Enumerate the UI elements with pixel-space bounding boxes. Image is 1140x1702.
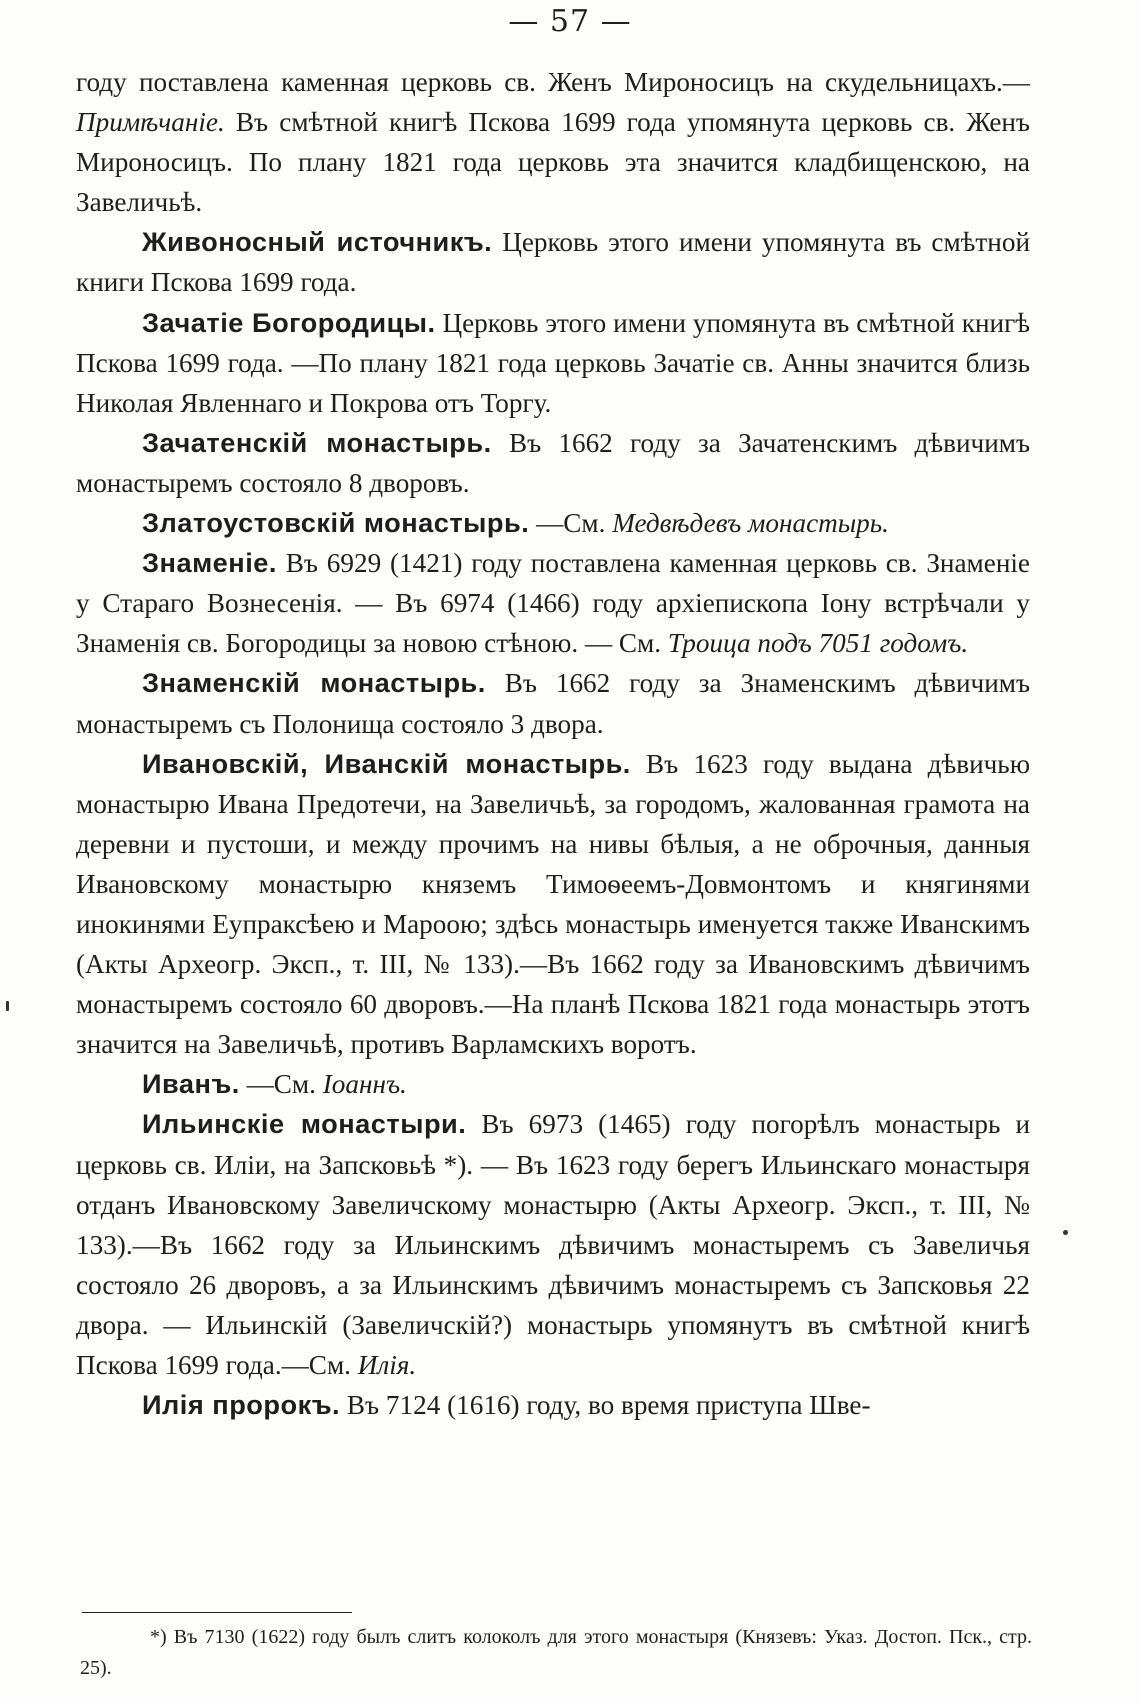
entry-paragraph bbox=[76, 663, 1030, 743]
entry-headword: Зачатенскій монастырь. bbox=[142, 426, 492, 458]
entry-text: —См. bbox=[536, 508, 613, 539]
dictionary-entries bbox=[76, 62, 1030, 1425]
entry-text: Церковь этого имени упомянута въ смѣтной книгѣ Пскова 1699 года. —По плану 1821 года церковь Зачатіе св. Анны значится близь Николая Явленнаго и Покрова отъ Торгу. bbox=[76, 307, 1030, 418]
entry-text: Въ 6929 (1421) году поставлена каменная церковь св. Знаменіе у Стараго Вознесенія. — Въ 6974 (1466) году архіепископа Іону встрѣчали у Знаменія св. Богородицы за новою стѣною. — См. bbox=[76, 548, 1030, 659]
entry-text: Въ 1623 году выдана дѣвичью монастырю Ивана Предотечи, на Завеличьѣ, за городомъ, жалованная грамота на деревни и пустоши, и между прочимъ на нивы бѣлыя, а не оброчныя, данныя Ивановскому монастырю княземъ Тимоѳеемъ-Довмонтомъ и княгинями инокинями Еупраксѣею и Мароою; здѣсь монастырь именуется также Иванскимъ (Акты Археогр. Эксп., т. III, № 133).—Въ 1662 году за Ивановскимъ дѣвичимъ монастыремъ состояло 60 дворовъ.—На планѣ Пскова 1821 года монастырь этотъ значится на Завеличьѣ, противъ Варламскихъ воротъ. bbox=[76, 748, 1031, 1060]
print-speck bbox=[6, 1001, 9, 1011]
footnote-separator bbox=[82, 1612, 352, 1613]
page-number: — 57 — bbox=[508, 4, 632, 39]
entry-text: году поставлена каменная церковь св. Женъ Мироносицъ на скудельницахъ.— bbox=[76, 67, 1030, 97]
footnote-mark: *) bbox=[150, 1626, 167, 1648]
entry-text: Церковь этого имени упомянута въ смѣтной книги Пскова 1699 года. bbox=[76, 227, 1031, 298]
entry-paragraph bbox=[76, 62, 1030, 222]
entry-text: Въ 1662 году за Знаменскимъ дѣвичимъ монастыремъ съ Полонища состояло 3 двора. bbox=[76, 668, 1031, 739]
footnote-text: Въ 7130 (1622) году былъ слитъ колоколъ для этого монастыря (Князевъ: Указ. Достоп. Пск., стр. 25). bbox=[80, 1626, 1033, 1679]
entry-text: —См. bbox=[246, 1069, 323, 1100]
entry-headword: Иванъ. bbox=[142, 1068, 240, 1100]
entry-text: Въ 7124 (1616) году, во время приступа Шве- bbox=[346, 1390, 871, 1421]
entry-headword: Златоустовскій монастырь. bbox=[142, 507, 530, 539]
entry-paragraph bbox=[76, 543, 1030, 663]
entry-paragraph bbox=[76, 423, 1030, 503]
cross-reference: Медвѣдевъ монастырь. bbox=[612, 508, 889, 539]
cross-reference: Примѣчаніе. bbox=[76, 107, 225, 138]
entry-text: Въ 1662 году за Зачатенскимъ дѣвичимъ монастыремъ состояло 8 дворовъ. bbox=[76, 427, 1031, 498]
entry-paragraph bbox=[76, 303, 1030, 423]
entry-headword: Ивановскій, Иванскій монастырь. bbox=[142, 747, 631, 779]
entry-paragraph bbox=[76, 1064, 1030, 1104]
entry-headword: Знаменскій монастырь. bbox=[142, 667, 486, 699]
entry-headword: Живоносный источникъ. bbox=[142, 226, 493, 258]
entry-paragraph bbox=[76, 222, 1030, 302]
entry-headword: Илія пророкъ. bbox=[142, 1389, 341, 1421]
cross-reference: Илія. bbox=[357, 1350, 417, 1380]
entry-text: Въ 6973 (1465) году погорѣлъ монастырь и церковь св. Иліи, на Запсковьѣ *). — Въ 1623 году берегъ Ильинскаго монастыря отданъ Ивановскому Завеличскому монастырю (Акты Археогр. Эксп., т. III, № 133).—Въ 1662 году за Ильинскимъ дѣвичимъ монастыремъ съ Завеличья состояло 26 дворовъ, а за Ильинскимъ дѣвичимъ монастыремъ съ Запсковья 22 двора. — Ильинскій (Завеличскій?) монастырь упомянутъ въ смѣтной книгѣ Пскова 1699 года.—См. bbox=[76, 1109, 1030, 1380]
entry-text: Въ смѣтной книгѣ Пскова 1699 года упомянута церковь св. Женъ Мироносицъ. По плану 1821 года церковь эта значится кладбищенскою, на Завеличьѣ. bbox=[76, 107, 1030, 218]
entry-paragraph bbox=[76, 744, 1030, 1065]
entry-paragraph bbox=[76, 503, 1030, 543]
footnote bbox=[80, 1622, 1032, 1684]
entry-headword: Знаменіе. bbox=[142, 547, 277, 579]
entry-paragraph bbox=[76, 1385, 1030, 1425]
entry-headword: Ильинскіе монастыри. bbox=[142, 1108, 467, 1140]
cross-reference: Троица подъ 7051 годомъ. bbox=[667, 628, 969, 659]
entry-headword: Зачатіе Богородицы. bbox=[142, 306, 436, 338]
print-speck bbox=[1063, 1230, 1068, 1235]
entry-paragraph bbox=[76, 1104, 1030, 1385]
cross-reference: Іоаннъ. bbox=[322, 1069, 407, 1100]
